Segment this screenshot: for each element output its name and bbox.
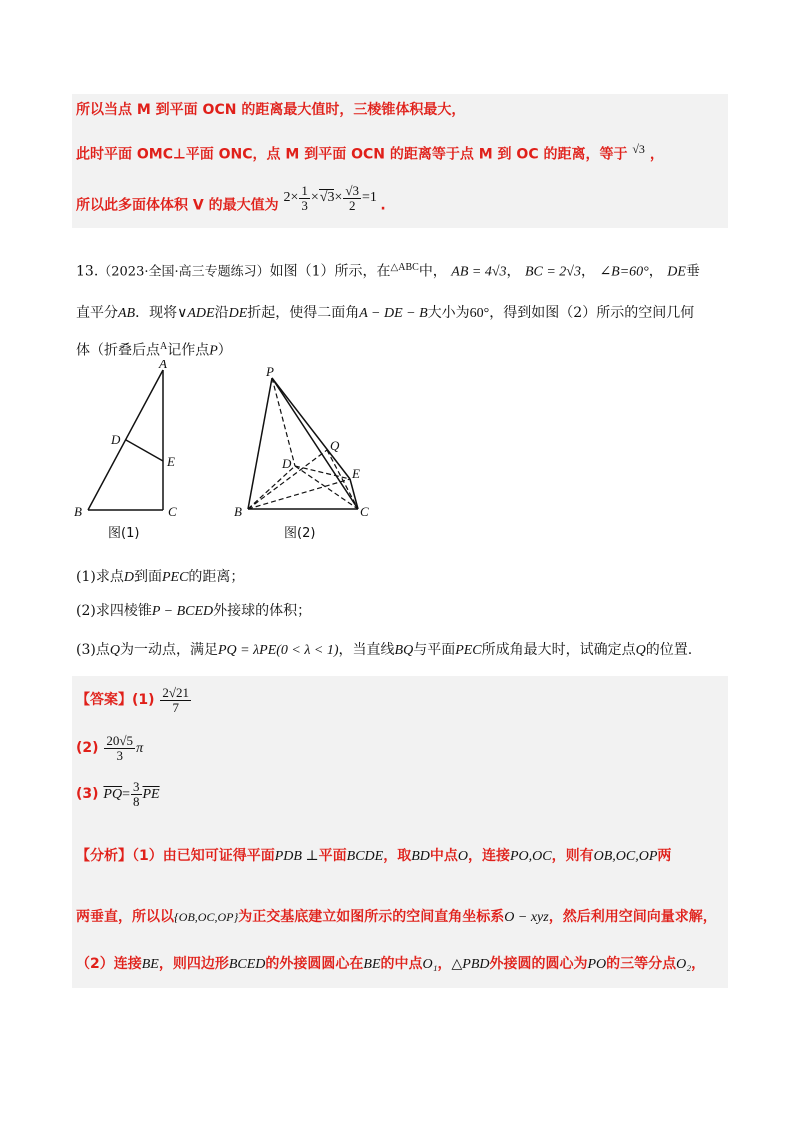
segment-AB — [88, 370, 163, 510]
edge-PC — [272, 378, 358, 509]
label-C: C — [168, 504, 177, 519]
solution-line-1: 所以当点 M 到平面 OCN 的距离最大值时，三棱锥体积最大， — [76, 102, 466, 118]
label-Q: Q — [330, 438, 340, 453]
figure-1-caption: 图(1) — [108, 526, 140, 541]
label-C: C — [360, 504, 369, 519]
problem-line-2: 直平分AB．现将∨ADE沿DE折起，使得二面角A − DE − B大小为60°，得到如图（2）所示的空间几何 — [76, 305, 695, 321]
label-D: D — [282, 456, 292, 471]
label-E: E — [352, 466, 360, 481]
label-P: P — [266, 364, 274, 379]
label-B: B — [74, 504, 82, 519]
analysis-line-1: 【分析】（1）由已知可证得平面PDB ⊥平面BCDE，取BD中点O，连接PO,OC，则有OB,OC,OP两 — [76, 848, 672, 864]
answer-analysis-block — [72, 676, 728, 988]
answer-1: 【答案】(1) $\frac{2√21}{7}$ — [76, 685, 190, 715]
problem-line-3: 体（折叠后点$^A$记作点P） — [76, 341, 232, 359]
label-D: D — [111, 432, 121, 447]
volume-expression: 2× $\frac{1}{3}$ ×√3× $\frac{√3}{2}$ =1 — [283, 183, 381, 213]
question-3: (3)点Q为一动点，满足PQ = λPE(0 < λ < 1)，当直线BQ与平面PEC所成角最大时，试确定点Q的位置. — [76, 642, 693, 658]
edge-BE — [248, 479, 350, 509]
edge-PD — [272, 378, 295, 466]
question-1: (1)求点D到面PEC的距离； — [76, 569, 245, 585]
question-2: (2)求四棱锥P − BCED外接球的体积； — [76, 603, 312, 619]
solution-line-2: 此时平面 OMC⊥平面 ONC，点 M 到平面 OCN 的距离等于点 M 到 OC 的距离，等于 $^{√3}$ ， — [76, 142, 664, 163]
figure-2-caption: 图(2) — [284, 526, 316, 541]
segment-DE — [126, 440, 163, 461]
figure-1-triangle — [70, 360, 200, 545]
label-E: E — [167, 454, 175, 469]
label-B: B — [234, 504, 242, 519]
edge-DC — [295, 466, 358, 509]
answer-3: (3) $\overline{PQ}=$ $\frac{3}{8}$ $\overline{PE}$ — [76, 779, 160, 809]
answer-2: (2) $\frac{20√5}{3}$ π — [76, 733, 144, 763]
figure-2-pyramid — [232, 364, 382, 544]
analysis-line-3: （2）连接BE，则四边形BCED的外接圆圆心在BE的中点O₁，△PBD外接圆的圆心为PO的三等分点O₂， — [76, 956, 706, 972]
edge-PB — [248, 378, 272, 509]
problem-line-1: 13.（2023·全国·高三专题练习）如图（1）所示，在$^{\triangle ABC}$中， AB = 4√3， BC = 2√3， ∠B=60°， DE垂 — [76, 262, 700, 280]
analysis-line-2: 两垂直，所以以{OB,OC,OP}为正交基底建立如图所示的空间直角坐标系O − xyz，然后利用空间向量求解， — [76, 909, 717, 925]
solution-line-3: 所以此多面体体积 V 的最大值为 2× $\frac{1}{3}$ ×√3× $\frac{√3}{2}$ =1 . — [76, 183, 386, 214]
label-A: A — [159, 360, 167, 371]
